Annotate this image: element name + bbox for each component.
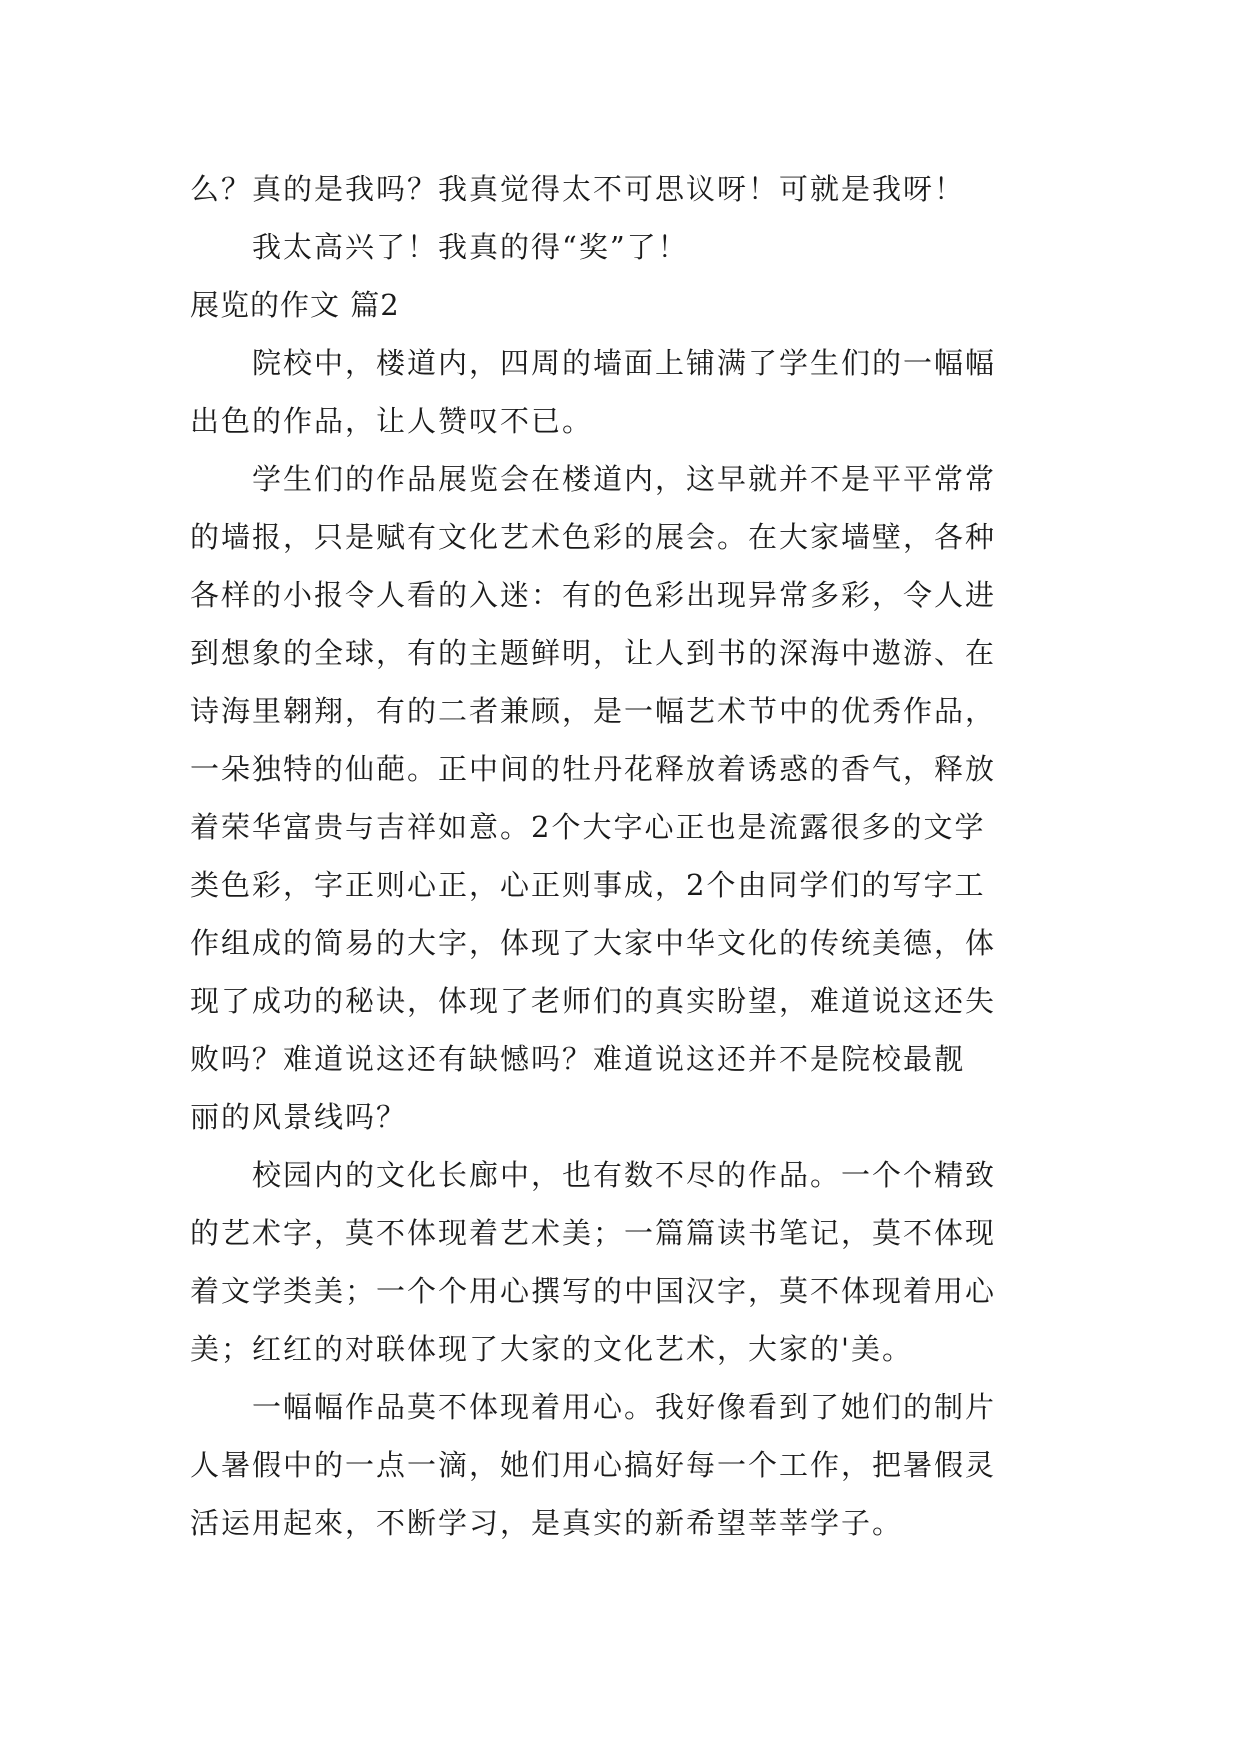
text-line: 出色的作品，让人赞叹不已。 (190, 404, 594, 438)
section-heading: 展览的作文 篇2 (190, 288, 400, 322)
text-line: 各样的小报令人看的入迷：有的色彩出现异常多彩，令人进 (190, 578, 997, 612)
text-line: 诗海里翱翔，有的二者兼顾，是一幅艺术节中的优秀作品， (190, 694, 997, 728)
text-line: 美；红红的对联体现了大家的文化艺术，大家的'美。 (190, 1332, 913, 1366)
text-line: 着荣华富贵与吉祥如意。2个大字心正也是流露很多的文学 (190, 810, 986, 844)
text-line: 人暑假中的一点一滴，她们用心搞好每一个工作，把暑假灵 (190, 1448, 997, 1482)
text-line: 作组成的简易的大字，体现了大家中华文化的传统美德，体 (190, 926, 997, 960)
text-line: 类色彩，字正则心正，心正则事成，2个由同学们的写字工 (190, 868, 986, 902)
text-line: 校园内的文化长廊中，也有数不尽的作品。一个个精致 (252, 1158, 997, 1192)
text-line: 的艺术字，莫不体现着艺术美；一篇篇读书笔记，莫不体现 (190, 1216, 997, 1250)
text-line: 么？真的是我吗？我真觉得太不可思议呀！可就是我呀！ (190, 172, 966, 206)
text-line: 学生们的作品展览会在楼道内，这早就并不是平平常常 (252, 462, 997, 496)
text-line: 败吗？难道说这还有缺憾吗？难道说这还并不是院校最靓 (190, 1042, 966, 1076)
text-line: 院校中，楼道内，四周的墙面上铺满了学生们的一幅幅 (252, 346, 997, 380)
text-line: 活运用起來，不断学习，是真实的新希望莘莘学子。 (190, 1506, 904, 1540)
text-line: 丽的风景线吗？ (190, 1100, 408, 1134)
text-line: 着文学类美；一个个用心撰写的中国汉字，莫不体现着用心 (190, 1274, 997, 1308)
text-line: 的墙报，只是赋有文化艺术色彩的展会。在大家墙壁，各种 (190, 520, 997, 554)
text-line: 我太高兴了！我真的得“奖”了！ (252, 230, 689, 264)
text-line: 到想象的全球，有的主题鲜明，让人到书的深海中遨游、在 (190, 636, 997, 670)
text-line: 一幅幅作品莫不体现着用心。我好像看到了她们的制片 (252, 1390, 997, 1424)
text-line: 现了成功的秘诀，体现了老师们的真实盼望，难道说这还失 (190, 984, 997, 1018)
text-line: 一朵独特的仙葩。正中间的牡丹花释放着诱惑的香气，释放 (190, 752, 997, 786)
document-body (190, 160, 1060, 1552)
